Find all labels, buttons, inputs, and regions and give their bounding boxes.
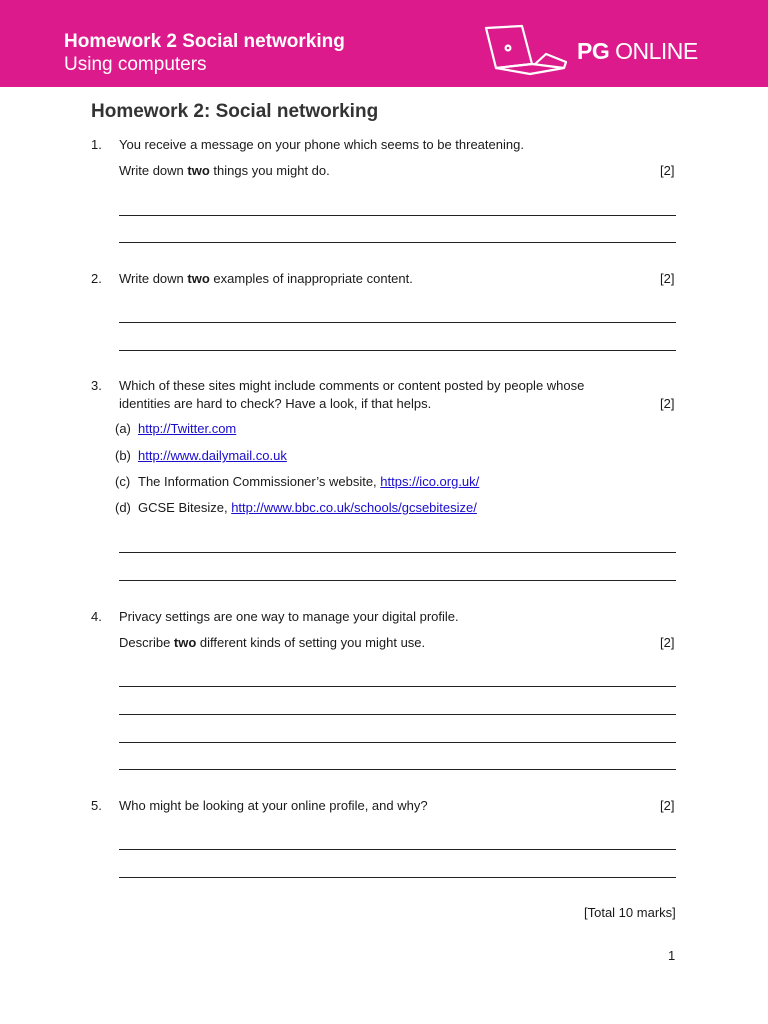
option-b [138, 447, 287, 464]
option-a [138, 420, 236, 437]
q4-prompt: Describe two different kinds of setting you might use. [119, 635, 426, 650]
answer-line[interactable] [119, 215, 676, 216]
q3-number: 3. [91, 378, 102, 393]
answer-line[interactable] [119, 769, 676, 770]
q5-text: Who might be looking at your online profile, and why? [119, 798, 428, 813]
q1-number: 1. [91, 137, 102, 152]
q3-text-line1: Which of these sites might include comments or content posted by people whose [119, 378, 585, 393]
option-label-b: (b) [115, 448, 131, 463]
answer-line[interactable] [119, 849, 676, 850]
answer-line[interactable] [119, 686, 676, 687]
header-subtitle: Using computers [64, 54, 207, 75]
twitter-link[interactable]: http://Twitter.com [138, 421, 237, 436]
q5-number: 5. [91, 798, 102, 813]
total-marks: [Total 10 marks] [584, 905, 676, 920]
page-heading: Homework 2: Social networking [91, 101, 379, 122]
answer-line[interactable] [119, 580, 676, 581]
q3-marks: [2] [660, 396, 675, 411]
answer-line[interactable] [119, 714, 676, 715]
q2-text: Write down two examples of inappropriate content. [119, 271, 413, 286]
answer-line[interactable] [119, 350, 676, 351]
bitesize-link[interactable]: http://www.bbc.co.uk/schools/gcsebitesize/ [231, 500, 477, 515]
option-d: GCSE Bitesize, http://www.bbc.co.uk/schools/gcsebitesize/ [138, 500, 477, 515]
q5-marks: [2] [660, 798, 675, 813]
option-label-d: (d) [115, 500, 131, 515]
pg-online-logo: PG ONLINE [577, 38, 698, 64]
q1-text: You receive a message on your phone which seems to be threatening. [119, 137, 524, 152]
q3-text-line2: identities are hard to check? Have a look, if that helps. [119, 396, 432, 411]
answer-line[interactable] [119, 877, 676, 878]
page-number: 1 [668, 948, 676, 963]
q1-marks: [2] [660, 163, 675, 178]
option-label-c: (c) [115, 474, 131, 489]
answer-line[interactable] [119, 552, 676, 553]
q2-marks: [2] [660, 271, 675, 286]
q4-number: 4. [91, 609, 102, 624]
ico-link[interactable]: https://ico.org.uk/ [380, 474, 480, 489]
header-title: Homework 2 Social networking [64, 31, 345, 52]
answer-line[interactable] [119, 322, 676, 323]
q2-number: 2. [91, 271, 102, 286]
page-header [0, 0, 768, 87]
answer-line[interactable] [119, 242, 676, 243]
q4-marks: [2] [660, 635, 675, 650]
dailymail-link[interactable]: http://www.dailymail.co.uk [138, 448, 287, 463]
answer-line[interactable] [119, 742, 676, 743]
q4-text: Privacy settings are one way to manage your digital profile. [119, 609, 459, 624]
laptop-icon [482, 24, 568, 78]
option-c: The Information Commissioner’s website, https://ico.org.uk/ [138, 474, 480, 489]
q1-prompt: Write down two things you might do. [119, 163, 330, 178]
option-label-a: (a) [115, 421, 131, 436]
